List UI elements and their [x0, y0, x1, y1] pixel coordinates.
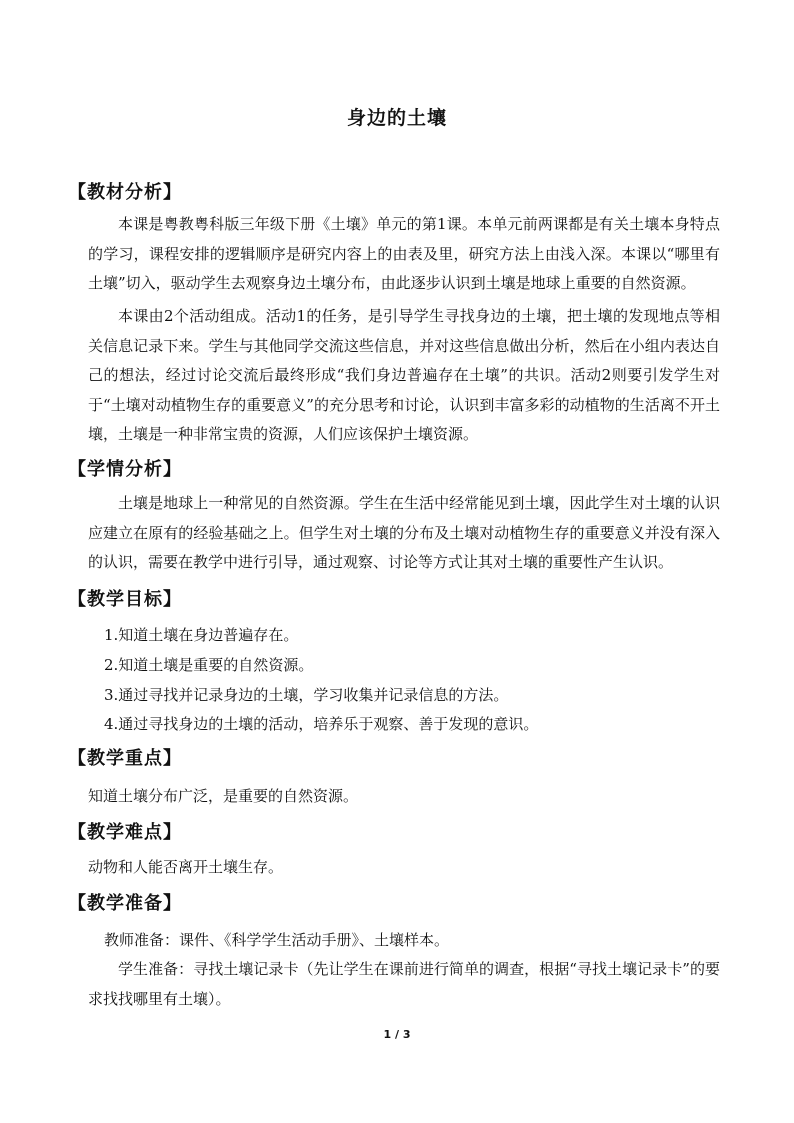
materials-paragraph-1: 本课是粤教粤科版三年级下册《土壤》单元的第1课。本单元前两课都是有关土壤本身特点的学习，课程安排的逻辑顺序是研究内容上的由表及里，研究方法上由浅入深。本课以“哪里有土壤”切入，驱动学生去观察身边土壤分布，由此逐步认识到土壤是地球上重要的自然资源。 [88, 215, 720, 292]
goal-item-3: 3.通过寻找并记录身边的土壤，学习收集并记录信息的方法。 [104, 686, 509, 704]
student-prep-text: 学生准备：寻找土壤记录卡（先让学生在课前进行简单的调查，根据“寻找土壤记录卡”的要求找找哪里有土壤）。 [88, 960, 720, 1008]
section-heading-key: 【教学重点】 [68, 748, 182, 769]
goal-item-1: 1.知道土壤在身边普遍存在。 [104, 626, 299, 644]
section-heading-difficulty: 【教学难点】 [68, 822, 182, 843]
section-heading-goals: 【教学目标】 [68, 589, 182, 610]
section-heading-learners: 【学情分析】 [68, 459, 182, 480]
goal-item-2: 2.知道土壤是重要的自然资源。 [104, 656, 314, 674]
difficulty-text: 动物和人能否离开土壤生存。 [88, 858, 284, 876]
key-point-text: 知道土壤分布广泛，是重要的自然资源。 [88, 787, 359, 805]
teacher-prep-text: 教师准备：课件、《科学学生活动手册》、土壤样本。 [104, 931, 450, 949]
section-heading-prep: 【教学准备】 [68, 893, 182, 914]
learners-paragraph: 土壤是地球上一种常见的自然资源。学生在生活中经常能见到土壤，因此学生对土壤的认识应建立在原有的经验基础之上。但学生对土壤的分布及土壤对动植物生存的重要意义并没有深入的认识，需要在教学中进行引导，通过观察、讨论等方式让其对土壤的重要性产生认识。 [88, 494, 720, 571]
document-title: 身边的土壤 [346, 107, 447, 129]
page-number: 1 / 3 [383, 1028, 411, 1041]
goal-item-4: 4.通过寻找身边的土壤的活动，培养乐于观察、善于发现的意识。 [104, 715, 539, 733]
materials-paragraph-2: 本课由2个活动组成。活动1的任务，是引导学生寻找身边的土壤，把土壤的发现地点等相关信息记录下来。学生与其他同学交流这些信息，并对这些信息做出分析，然后在小组内表达自己的想法，经过讨论交流后最终形成“我们身边普遍存在土壤”的共识。活动2则要引发学生对于“土壤对动植物生存的重要意义”的充分思考和讨论，认识到丰富多彩的动植物的生活离不开土壤，土壤是一种非常宝贵的资源，人们应该保护土壤资源。 [88, 307, 720, 443]
section-heading-materials: 【教材分析】 [68, 182, 182, 203]
